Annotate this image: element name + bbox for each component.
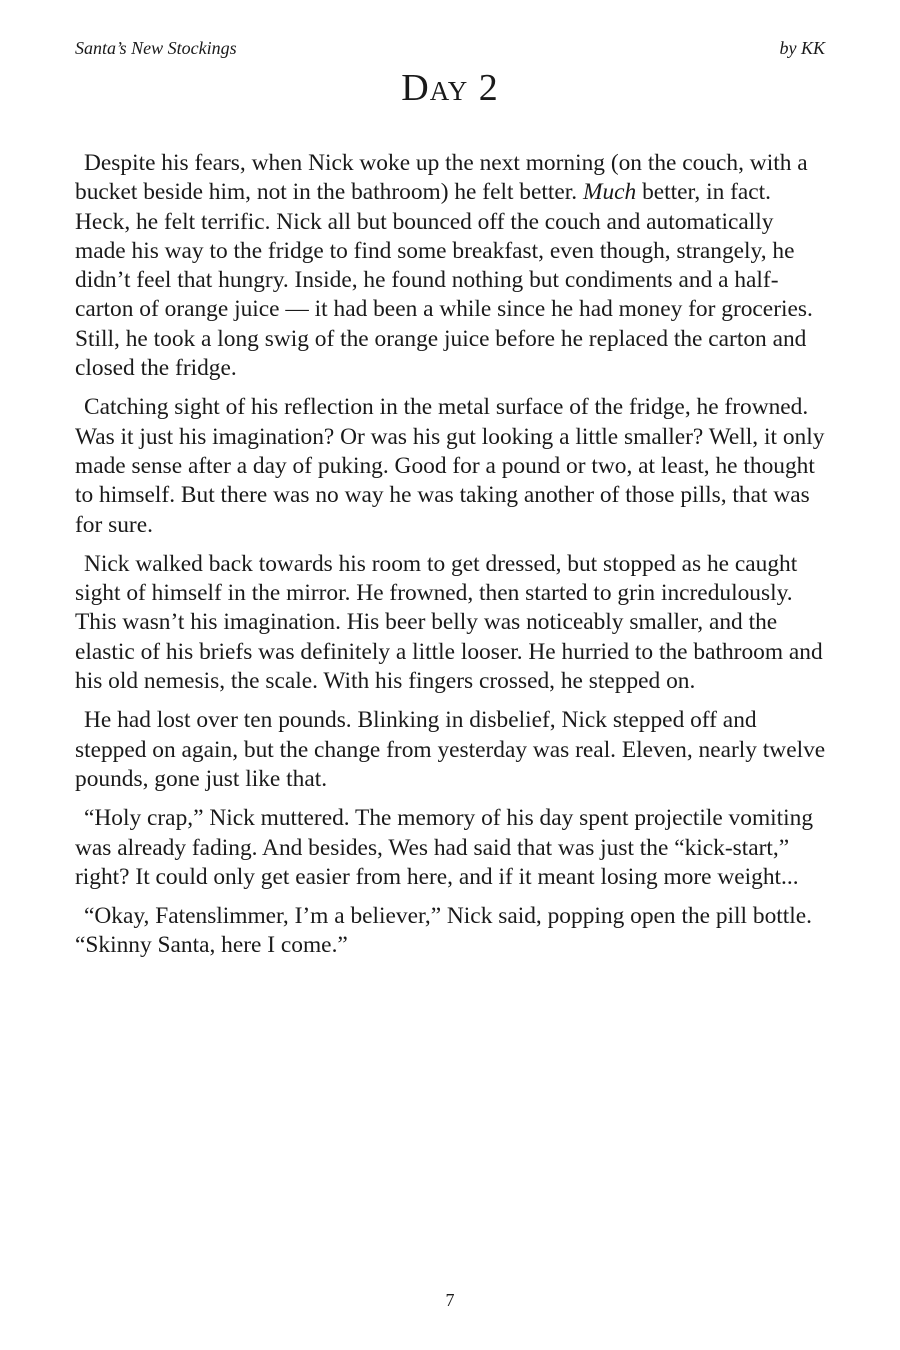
paragraph-5: “Holy crap,” Nick muttered. The memory of his day spent projectile vomiting was already fading. And besides, Wes had said that was just the “kick-start,” right? It could only get easier from here, and if it meant losing more weight... bbox=[75, 805, 814, 890]
running-header bbox=[75, 36, 825, 60]
paragraph-1-emphasis: Much bbox=[582, 179, 637, 206]
paragraph-1-before: Despite his fears, when Nick woke up the next morning (on the couch, with a bucket beside him, not in the bathroom) he felt better. bbox=[75, 150, 808, 206]
page-number: 7 bbox=[445, 1290, 455, 1310]
chapter-body bbox=[75, 149, 827, 971]
paragraph-6: “Okay, Fatenslimmer, I’m a believer,” Nick said, popping open the pill bottle. “Skinny Santa, here I come.” bbox=[75, 903, 813, 959]
paragraph-1 bbox=[75, 149, 827, 383]
paragraph-1-after: better, in fact. Heck, he felt terrific. Nick all but bounced off the couch and automatically made his way to the fridge to find some breakfast, even though, strangely, he didn’t feel that hungry. Inside, he found nothing but condiments and a half-carton of orange juice — it had been a while since he had money for groceries. Still, he took a long swig of the orange juice before he replaced the carton and closed the fridge. bbox=[75, 179, 813, 382]
chapter-title: Day 2 bbox=[401, 67, 499, 109]
book-title: Santa’s New Stockings bbox=[75, 38, 237, 58]
author-credit: by KK bbox=[779, 38, 825, 58]
paragraph-2: Catching sight of his reflection in the metal surface of the fridge, he frowned. Was it just his imagination? Or was his gut looking a little smaller? Well, it only made sense after a day of puking. Good for a pound or two, at least, he thought to himself. But there was no way he was taking another of those pills, that was for sure. bbox=[75, 394, 825, 538]
paragraph-4: He had lost over ten pounds. Blinking in disbelief, Nick stepped off and stepped on again, but the change from yesterday was real. Eleven, nearly twelve pounds, gone just like that. bbox=[75, 707, 826, 792]
paragraph-3: Nick walked back towards his room to get dressed, but stopped as he caught sight of himself in the mirror. He frowned, then started to grin incredulously. This wasn’t his imagination. His beer belly was noticeably smaller, and the elastic of his briefs was definitely a little looser. He hurried to the bathroom and his old nemesis, the scale. With his fingers crossed, he stepped on. bbox=[75, 550, 823, 695]
